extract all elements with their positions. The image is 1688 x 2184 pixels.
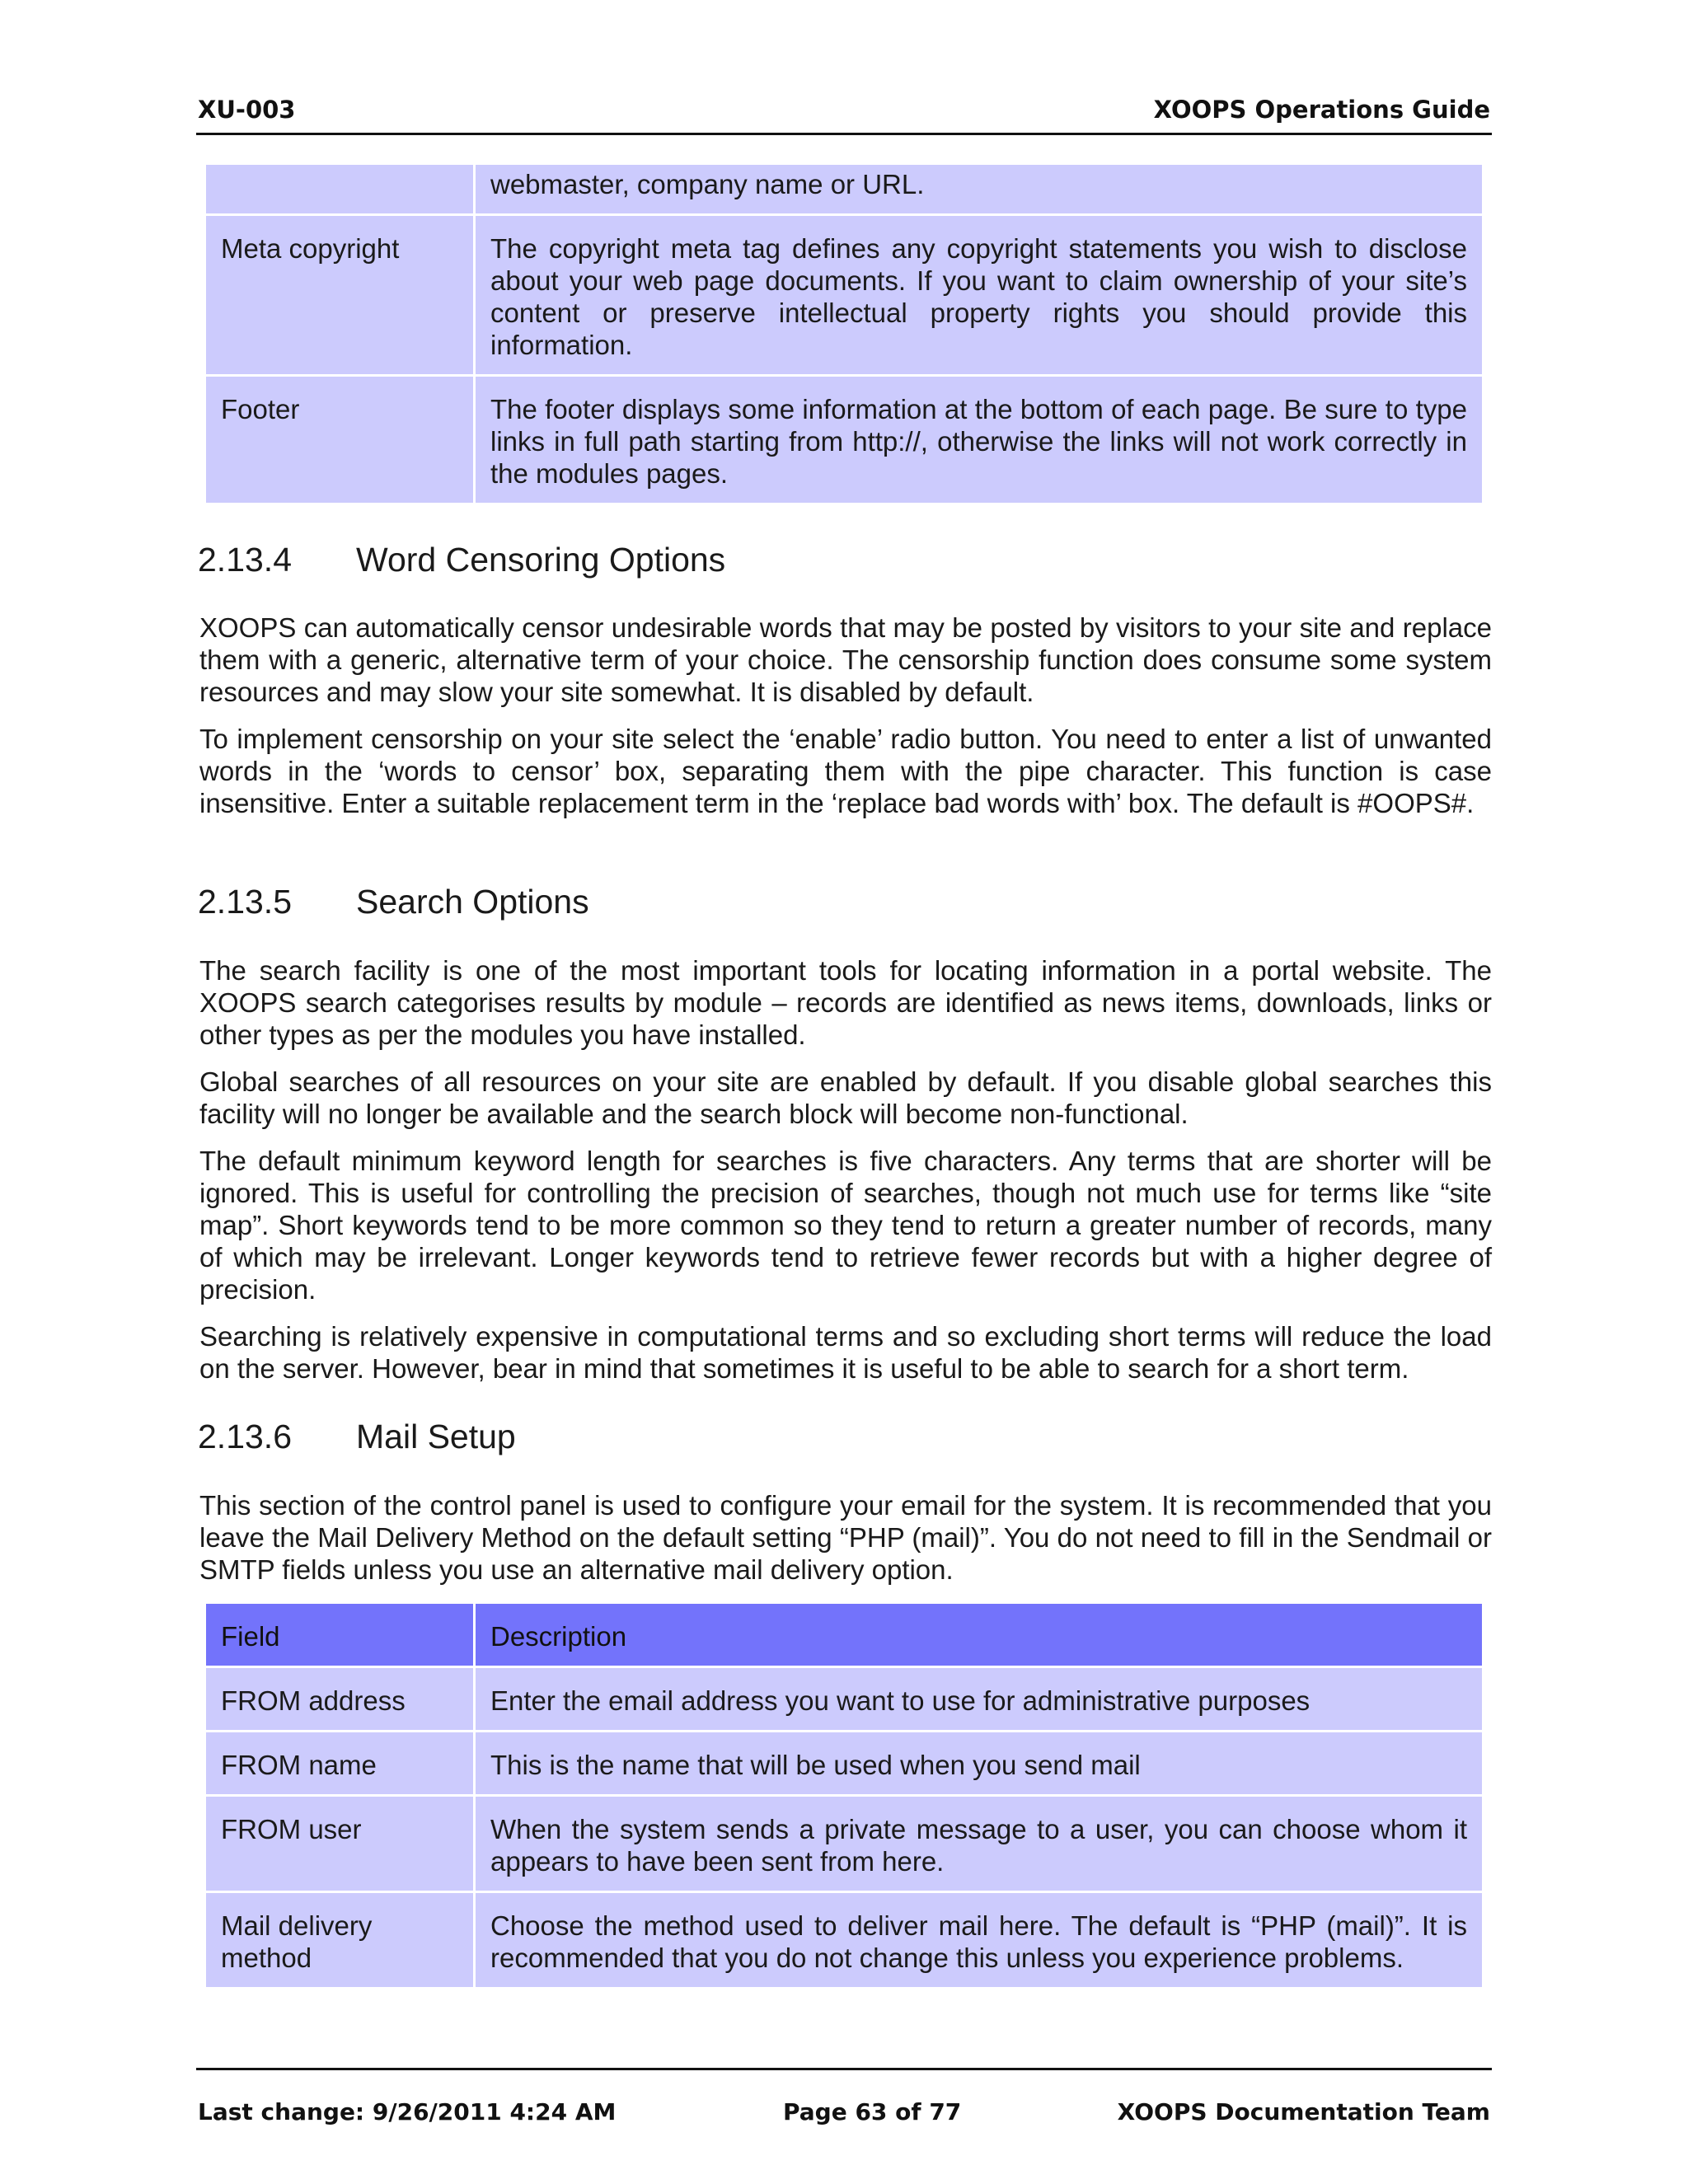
field-cell <box>206 165 475 215</box>
table-row <box>206 376 1482 504</box>
section-heading-mail <box>198 1418 516 1456</box>
field-cell: Footer <box>206 376 475 504</box>
footer-team: XOOPS Documentation Team <box>1117 2098 1490 2125</box>
doc-id: XU-003 <box>198 96 296 124</box>
doc-title: XOOPS Operations Guide <box>1153 96 1490 124</box>
table-row <box>206 1732 1482 1796</box>
description-cell: The footer displays some information at the bottom of each page. Be sure to type links in full path starting from http://, otherwise the links will not work correctly in the modules pages. <box>475 376 1483 504</box>
section-title: Word Censoring Options <box>356 541 726 579</box>
header-rule <box>196 133 1492 135</box>
table-row <box>206 1667 1482 1732</box>
page-header <box>198 96 1490 135</box>
footer-rule <box>196 2068 1492 2070</box>
footer-last-change: Last change: 9/26/2011 4:24 AM <box>198 2098 617 2125</box>
field-cell: FROM name <box>206 1732 475 1796</box>
description-cell: Choose the method used to deliver mail here. The default is “PHP (mail)”. It is recommended that you do not change this unless you experience problems. <box>475 1892 1483 1989</box>
field-cell: FROM address <box>206 1667 475 1732</box>
table-header-row <box>206 1604 1482 1667</box>
section-number: 2.13.4 <box>198 541 292 579</box>
section-title: Mail Setup <box>356 1418 516 1455</box>
table-row <box>206 215 1482 376</box>
paragraph: This section of the control panel is used to configure your email for the system. It is recommended that you leave the Mail Delivery Method on the default setting “PHP (mail)”. You do not need to fill in the Sendmail or SMTP fields unless you use an alternative mail delivery option. <box>199 1490 1492 1585</box>
section-number: 2.13.5 <box>198 883 292 921</box>
mail-setup-table <box>206 1604 1482 1990</box>
footer-page-number: Page 63 of 77 <box>783 2098 962 2125</box>
description-cell: Enter the email address you want to use for administrative purposes <box>475 1667 1483 1732</box>
header-description: Description <box>475 1604 1483 1667</box>
paragraph: Searching is relatively expensive in computational terms and so excluding short terms will reduce the load on the server. However, bear in mind that sometimes it is useful to be able to search for a short term. <box>199 1321 1492 1384</box>
field-cell: Mail delivery method <box>206 1892 475 1989</box>
paragraph: To implement censorship on your site select the ‘enable’ radio button. You need to enter a list of unwanted words in the ‘words to censor’ box, separating them with the pipe character. This function is case insensitive. Enter a suitable replacement term in the ‘replace bad words with’ box. The default is #OOPS#. <box>199 724 1492 818</box>
description-cell: The copyright meta tag defines any copyright statements you wish to disclose about your web page documents. If you want to claim ownership of your site’s content or preserve intellectual property rights you should provide this information. <box>475 215 1483 376</box>
table-row <box>206 1796 1482 1892</box>
description-cell: When the system sends a private message to a user, you can choose whom it appears to have been sent from here. <box>475 1796 1483 1892</box>
field-cell: Meta copyright <box>206 215 475 376</box>
header-field: Field <box>206 1604 475 1667</box>
table-row <box>206 1892 1482 1989</box>
site-settings-table <box>206 165 1482 505</box>
section-heading-search <box>198 883 589 921</box>
paragraph: Global searches of all resources on your site are enabled by default. If you disable global searches this facility will no longer be available and the search block will become non-functional. <box>199 1066 1492 1129</box>
description-cell: This is the name that will be used when you send mail <box>475 1732 1483 1796</box>
paragraph: XOOPS can automatically censor undesirable words that may be posted by visitors to your site and replace them with a generic, alternative term of your choice. The censorship function does consume some system resources and may slow your site somewhat. It is disabled by default. <box>199 612 1492 707</box>
paragraph: The search facility is one of the most important tools for locating information in a portal website. The XOOPS search categorises results by module – records are identified as news items, downloads, links or other types as per the modules you have installed. <box>199 955 1492 1050</box>
paragraph: The default minimum keyword length for searches is five characters. Any terms that are shorter will be ignored. This is useful for controlling the precision of searches, though not much use for terms like “site map”. Short keywords tend to be more common so they tend to return a greater number of records, many of which may be irrelevant. Longer keywords tend to retrieve fewer records but with a higher degree of precision. <box>199 1146 1492 1305</box>
field-cell: FROM user <box>206 1796 475 1892</box>
section-number: 2.13.6 <box>198 1418 292 1455</box>
section-title: Search Options <box>356 883 589 921</box>
description-cell: webmaster, company name or URL. <box>475 165 1483 215</box>
table-row <box>206 165 1482 215</box>
section-heading-censoring <box>198 541 725 579</box>
